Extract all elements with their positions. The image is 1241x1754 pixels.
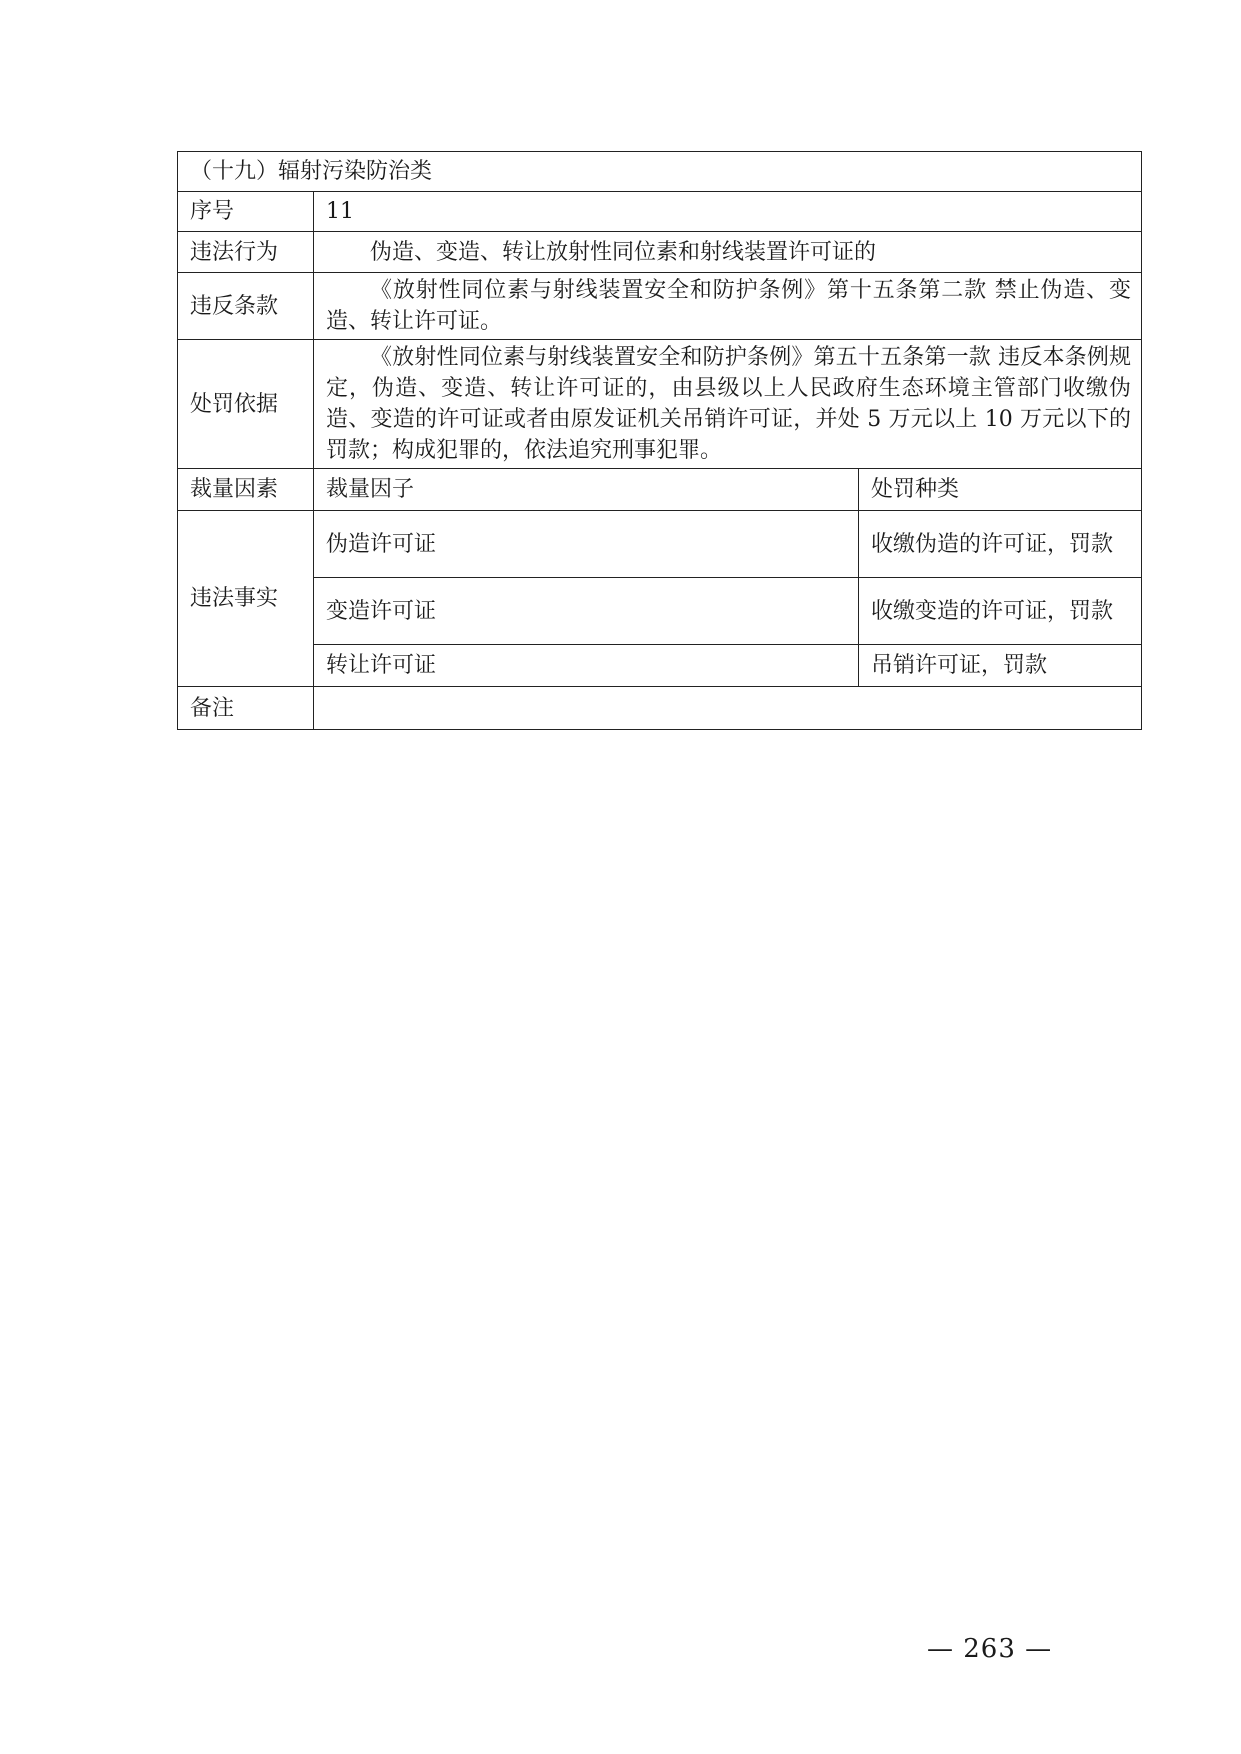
- serial-row: [178, 192, 1142, 232]
- violation-value: 伪造、变造、转让放射性同位素和射线装置许可证的: [314, 232, 1142, 273]
- violated-clause-row: [178, 273, 1142, 340]
- category-title: （十九）辐射污染防治类: [178, 152, 1142, 192]
- fact-row: [178, 511, 1142, 578]
- remarks-row: [178, 687, 1142, 730]
- fact-penalty: 收缴伪造的许可证，罚款: [859, 511, 1142, 578]
- penalty-discretion-table: [177, 151, 1142, 730]
- violated-clause-value: 《放射性同位素与射线装置安全和防护条例》第十五条第二款 禁止伪造、变造、转让许可证。: [314, 273, 1142, 340]
- facts-label: 违法事实: [178, 511, 314, 687]
- violation-row: [178, 232, 1142, 273]
- penalty-basis-row: [178, 340, 1142, 469]
- fact-penalty: 吊销许可证，罚款: [859, 645, 1142, 687]
- fact-factor: 转让许可证: [314, 645, 859, 687]
- category-row: [178, 152, 1142, 192]
- discretion-header-row: [178, 469, 1142, 511]
- fact-penalty: 收缴变造的许可证，罚款: [859, 578, 1142, 645]
- fact-row: [178, 578, 1142, 645]
- remarks-label: 备注: [178, 687, 314, 730]
- discretion-label: 裁量因素: [178, 469, 314, 511]
- discretion-type-header: 处罚种类: [859, 469, 1142, 511]
- serial-value: 11: [314, 192, 1142, 232]
- fact-row: [178, 645, 1142, 687]
- discretion-factor-header: 裁量因子: [314, 469, 859, 511]
- violated-clause-label: 违反条款: [178, 273, 314, 340]
- violation-label: 违法行为: [178, 232, 314, 273]
- penalty-basis-value: 《放射性同位素与射线装置安全和防护条例》第五十五条第一款 违反本条例规定，伪造、变造、转让许可证的，由县级以上人民政府生态环境主管部门收缴伪造、变造的许可证或者由原发证机关吊销许可证，并处 5 万元以上 10 万元以下的罚款；构成犯罪的，依法追究刑事犯罪。: [314, 340, 1142, 469]
- page-number: — 263 —: [927, 1634, 1053, 1664]
- remarks-value: [314, 687, 1142, 730]
- serial-label: 序号: [178, 192, 314, 232]
- penalty-basis-label: 处罚依据: [178, 340, 314, 469]
- fact-factor: 变造许可证: [314, 578, 859, 645]
- fact-factor: 伪造许可证: [314, 511, 859, 578]
